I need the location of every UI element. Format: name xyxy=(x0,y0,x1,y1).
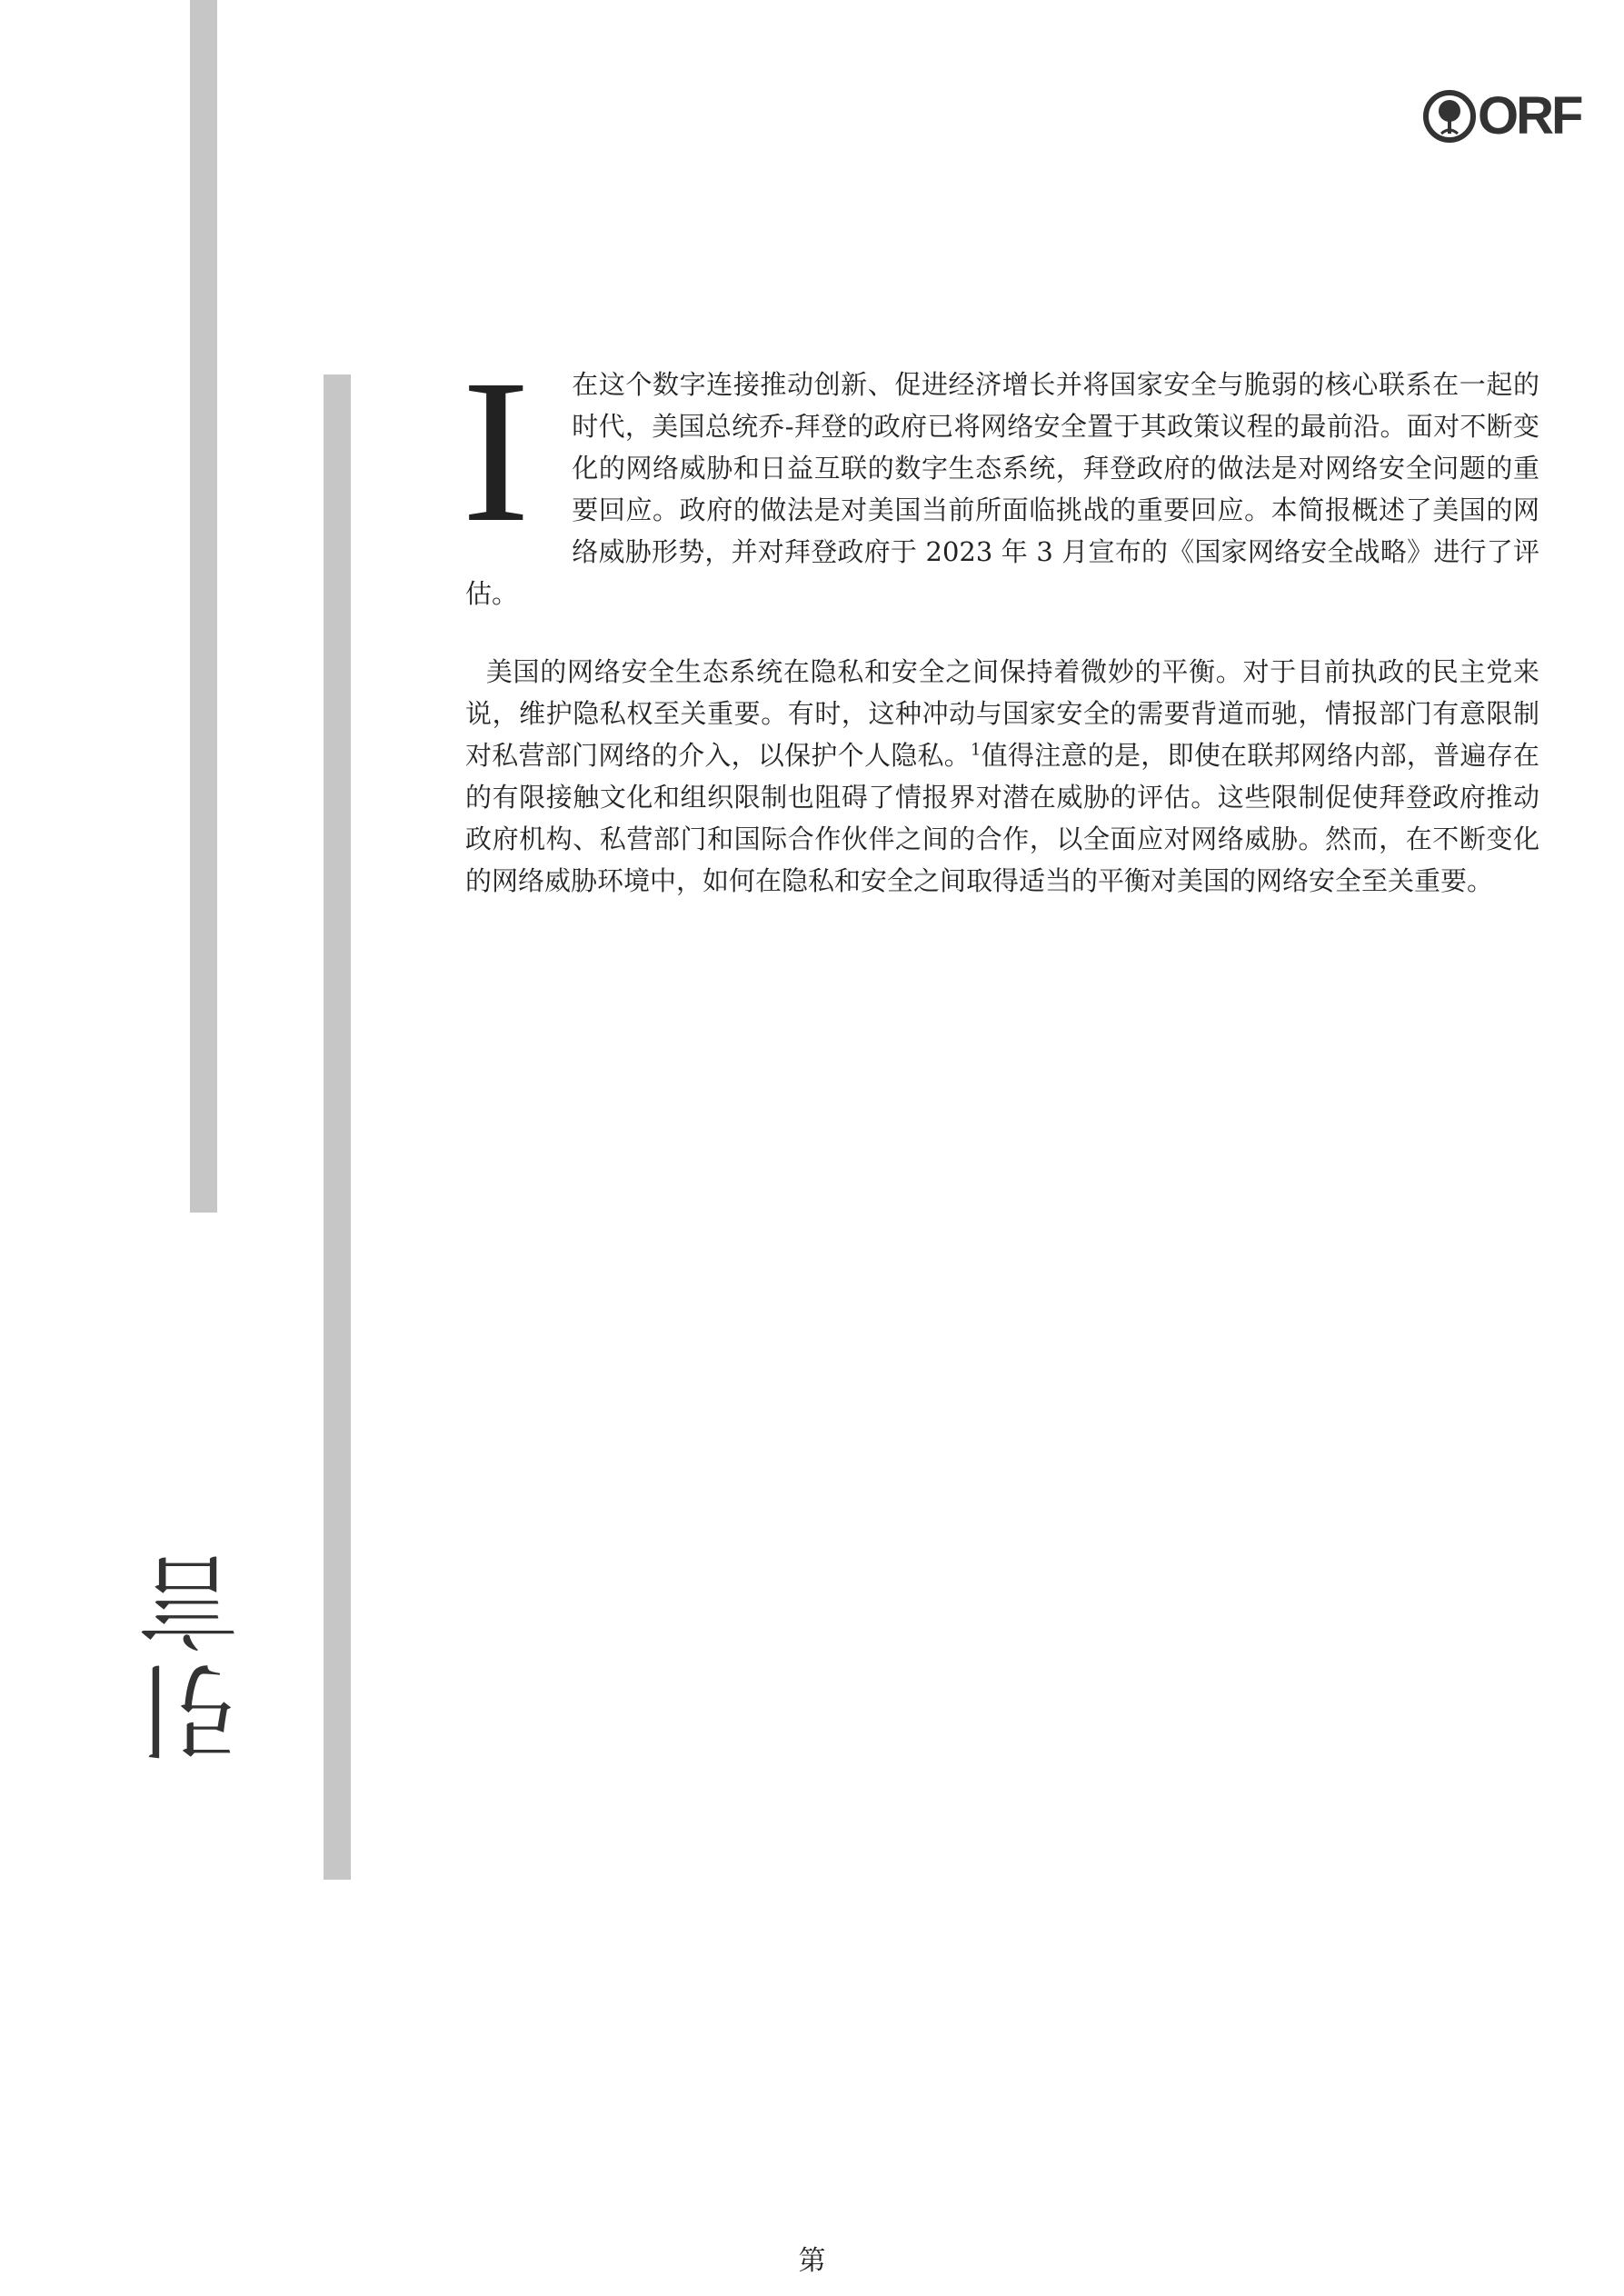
footnote-ref[interactable]: 1 xyxy=(971,740,981,760)
decorative-bar-right xyxy=(324,374,351,1880)
intro-paragraph-1-text: 在这个数字连接推动创新、促进经济增长并将国家安全与脆弱的核心联系在一起的时代，美国总统乔-拜登的政府已将网络安全置于其政策议程的最前沿。面对不断变化的网络威胁和日益互联的数字生态系统，拜登政府的做法是对网络安全问题的重要回应。政府的做法是对美国当前所面临挑战的重要回应。本简报概述了美国的网络威胁形势，并对拜登政府于 2023 年 3 月宣布的《国家网络安全战略》进行了评估。 xyxy=(465,369,1539,609)
tree-emblem-icon xyxy=(1423,90,1476,143)
logo-text: ORF xyxy=(1478,86,1581,145)
drop-cap: I xyxy=(462,337,531,564)
intro-paragraph-2 xyxy=(465,651,1539,902)
intro-paragraph-1 xyxy=(462,337,1539,614)
decorative-bar-left xyxy=(190,0,217,1213)
intro-content xyxy=(462,337,1539,902)
intro-paragraph-2-text: 美国的网络安全生态系统在隐私和安全之间保持着微妙的平衡。对于目前执政的民主党来说，维护隐私权至关重要。有时，这种冲动与国家安全的需要背道而驰，情报部门有意限制对私营部门网络的介入，以保护个人隐私。 xyxy=(465,656,1539,771)
page-label: 第 xyxy=(798,2245,826,2277)
orf-logo xyxy=(1423,86,1581,145)
intro-paragraph-2-cont: 值得注意的是，即使在联邦网络内部，普遍存在的有限接触文化和组织限制也阻碍了情报界对潜在威胁的评估。这些限制促使拜登政府推动政府机构、私营部门和国际合作伙伴之间的合作，以全面应对网络威胁。然而，在不断变化的网络威胁环境中，如何在隐私和安全之间取得适当的平衡对美国的网络安全至关重要。 xyxy=(465,740,1539,896)
section-title: 引言 xyxy=(137,1545,255,1763)
